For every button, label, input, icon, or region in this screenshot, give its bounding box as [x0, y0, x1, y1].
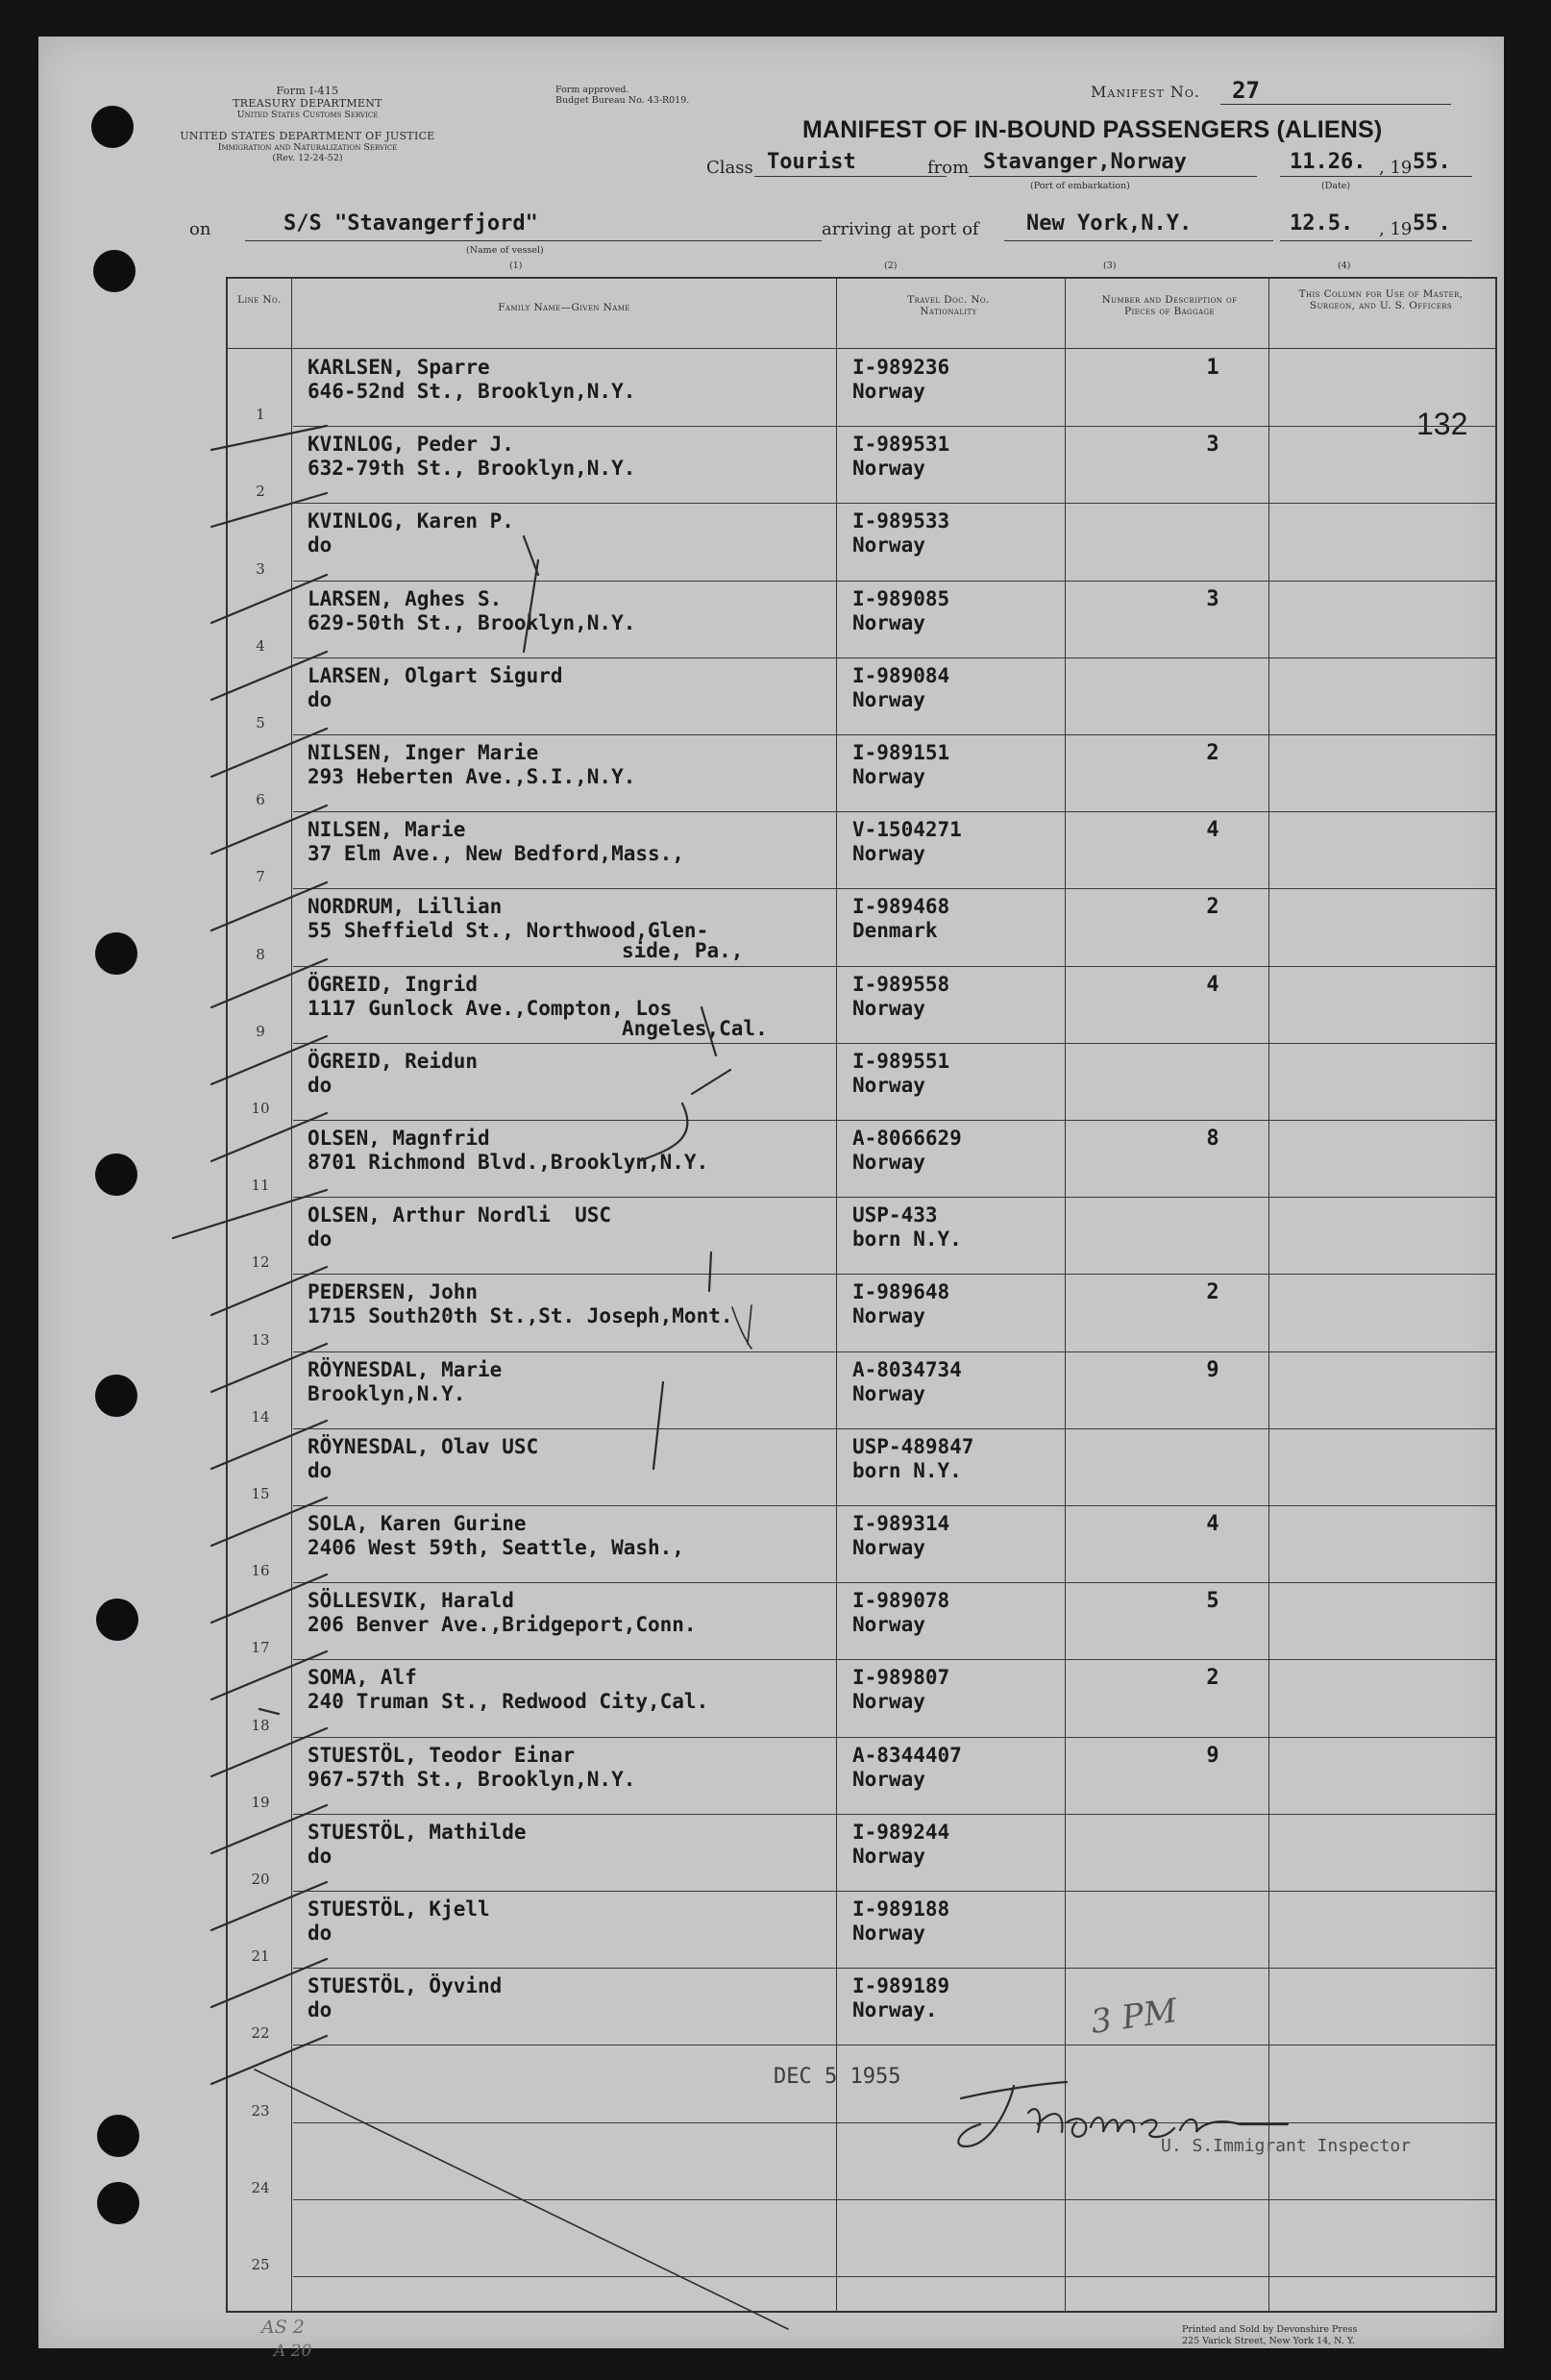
- travel-doc-number: USP-489847: [852, 1434, 974, 1458]
- line-number: 8: [256, 945, 265, 963]
- passenger-name: LARSEN, Aghes S.: [308, 586, 503, 610]
- line-number: 23: [251, 2101, 270, 2120]
- arrival-year: 55.: [1413, 211, 1451, 236]
- nationality: Norway: [852, 1073, 925, 1097]
- passenger-name: RÖYNESDAL, Olav USC: [308, 1434, 539, 1458]
- line-number: 7: [256, 868, 265, 886]
- time-note: 3 PM: [1088, 1991, 1180, 2043]
- travel-doc-number: I-989189: [852, 1974, 950, 1998]
- line-number: 6: [256, 791, 265, 809]
- embarkation-date: 11.26.: [1290, 150, 1366, 174]
- passenger-address: do: [308, 1073, 332, 1097]
- header-officers: This Column for Use of Master, Surgeon, and U. S. Officers: [1298, 288, 1464, 311]
- line-number: 1: [256, 406, 265, 424]
- arriving-label: arriving at port of: [822, 219, 979, 239]
- arrival-port: New York,N.Y.: [1026, 211, 1193, 236]
- embarkation-year: 55.: [1413, 150, 1451, 174]
- baggage-count: 2: [1206, 1666, 1219, 1691]
- travel-doc-number: I-989531: [852, 433, 950, 457]
- passenger-address: do: [308, 1227, 332, 1252]
- passenger-name: NILSEN, Inger Marie: [308, 741, 539, 764]
- nationality: Norway.: [852, 1998, 938, 2022]
- passenger-address: 293 Heberten Ave.,S.I.,N.Y.: [308, 765, 636, 788]
- nationality: Norway: [852, 533, 925, 558]
- passenger-address: 55 Sheffield St., Northwood,Glen-: [308, 919, 709, 943]
- passenger-address: do: [308, 687, 332, 711]
- line-number: 19: [251, 1793, 270, 1811]
- passenger-name: ÖGREID, Reidun: [308, 1049, 479, 1073]
- passenger-address: do: [308, 1921, 332, 1945]
- line-number: 2: [256, 483, 265, 501]
- travel-doc-number: I-989533: [852, 509, 950, 533]
- passenger-name: SOLA, Karen Gurine: [308, 1512, 527, 1535]
- baggage-count: 2: [1206, 895, 1219, 920]
- travel-doc-number: I-989236: [852, 356, 950, 379]
- travel-doc-number: I-989078: [852, 1589, 950, 1613]
- baggage-count: 3: [1206, 586, 1219, 611]
- nationality: born N.Y.: [852, 1227, 962, 1252]
- passenger-name: NILSEN, Marie: [308, 818, 466, 842]
- arrival-date: 12.5.: [1290, 211, 1354, 236]
- travel-doc-number: I-989558: [852, 972, 950, 996]
- nationality: Norway: [852, 1613, 925, 1637]
- travel-doc-number: I-989807: [852, 1666, 950, 1690]
- vessel-caption: (Name of vessel): [466, 245, 544, 256]
- nationality: Norway: [852, 610, 925, 634]
- passenger-address: 632-79th St., Brooklyn,N.Y.: [308, 457, 636, 481]
- line-number: 3: [256, 559, 265, 578]
- passenger-address: 967-57th St., Brooklyn,N.Y.: [308, 1767, 636, 1791]
- arrival-year-prefix: , 19: [1379, 219, 1413, 239]
- line-number: 18: [251, 1716, 270, 1734]
- passenger-name: PEDERSEN, John: [308, 1280, 479, 1304]
- col-ref-1: (1): [509, 260, 523, 271]
- travel-doc-number: I-989084: [852, 663, 950, 687]
- embarkation-port: Stavanger,Norway: [983, 150, 1187, 174]
- passenger-name: SÖLLESVIK, Harald: [308, 1589, 514, 1613]
- baggage-count: 3: [1206, 433, 1219, 458]
- travel-doc-number: V-1504271: [852, 818, 962, 842]
- tick-marks: [38, 37, 1504, 2348]
- from-label: from: [927, 158, 970, 178]
- nationality: Norway: [852, 1767, 925, 1791]
- line-number: 9: [256, 1022, 265, 1040]
- passenger-address: 206 Benver Ave.,Bridgeport,Conn.: [308, 1613, 697, 1637]
- passenger-name: LARSEN, Olgart Sigurd: [308, 663, 563, 687]
- baggage-count: 9: [1206, 1357, 1219, 1382]
- passenger-address: 646-52nd St., Brooklyn,N.Y.: [308, 380, 636, 403]
- passenger-address: 1715 South20th St.,St. Joseph,Mont.: [308, 1304, 733, 1328]
- margin-note-1: AS 2: [261, 2317, 305, 2338]
- line-number: 4: [256, 636, 265, 655]
- officer-note: 132: [1416, 407, 1468, 441]
- line-number: 15: [251, 1484, 270, 1502]
- travel-doc-number: I-989085: [852, 586, 950, 610]
- customs-service: United States Customs Service: [236, 110, 379, 120]
- col-ref-2: (2): [884, 260, 898, 271]
- form-approved: Form approved.: [555, 85, 629, 95]
- manifest-page: [38, 37, 1504, 2361]
- baggage-count: 2: [1206, 741, 1219, 765]
- travel-doc-number: I-989648: [852, 1280, 950, 1304]
- passenger-name: STUESTÖL, Teodor Einar: [308, 1743, 576, 1767]
- passenger-address: do: [308, 1458, 332, 1482]
- budget-bureau: Budget Bureau No. 43-R019.: [555, 95, 690, 106]
- passenger-name: KVINLOG, Karen P.: [308, 509, 514, 533]
- nationality: Denmark: [852, 919, 938, 943]
- passenger-name: KARLSEN, Sparre: [308, 356, 490, 379]
- line-number: 12: [251, 1253, 270, 1272]
- line-number: 11: [251, 1177, 270, 1195]
- passenger-name: STUESTÖL, Öyvind: [308, 1974, 503, 1998]
- line-number: 13: [251, 1330, 270, 1349]
- passenger-name: OLSEN, Magnfrid: [308, 1127, 490, 1150]
- year-prefix: , 19: [1379, 158, 1413, 178]
- nationality: born N.Y.: [852, 1458, 962, 1482]
- passenger-name: STUESTÖL, Mathilde: [308, 1820, 527, 1844]
- passenger-name: RÖYNESDAL, Marie: [308, 1357, 503, 1381]
- baggage-count: 2: [1206, 1280, 1219, 1305]
- col-ref-3: (3): [1103, 260, 1117, 271]
- passenger-name: KVINLOG, Peder J.: [308, 433, 514, 457]
- form-number: Form I-415: [276, 85, 339, 97]
- printer-line-2: 225 Varick Street, New York 14, N. Y.: [1182, 2336, 1355, 2346]
- nationality: Norway: [852, 1536, 925, 1559]
- passenger-address: do: [308, 1844, 332, 1868]
- date-stamp: DEC 5 1955: [774, 2065, 901, 2089]
- travel-doc-number: A-8344407: [852, 1743, 962, 1767]
- nationality: Norway: [852, 1690, 925, 1714]
- nationality: Norway: [852, 1844, 925, 1868]
- passenger-address: do: [308, 1998, 332, 2022]
- passenger-address: 240 Truman St., Redwood City,Cal.: [308, 1690, 709, 1714]
- nationality: Norway: [852, 1304, 925, 1328]
- line-number: 25: [251, 2255, 270, 2273]
- on-label: on: [189, 219, 211, 239]
- travel-doc-number: A-8034734: [852, 1357, 962, 1381]
- manifest-title: MANIFEST OF IN-BOUND PASSENGERS (ALIENS): [802, 116, 1383, 143]
- line-number: 10: [251, 1099, 270, 1117]
- printer-line-1: Printed and Sold by Devonshire Press: [1182, 2324, 1358, 2335]
- baggage-count: 8: [1206, 1127, 1219, 1151]
- passenger-address: Brooklyn,N.Y.: [308, 1381, 466, 1405]
- manifest-number: 27: [1232, 77, 1260, 104]
- passenger-address: 37 Elm Ave., New Bedford,Mass.,: [308, 842, 684, 866]
- travel-doc-number: A-8066629: [852, 1127, 962, 1150]
- revision: (Rev. 12-24-52): [272, 153, 343, 163]
- nationality: Norway: [852, 380, 925, 403]
- nationality: Norway: [852, 765, 925, 788]
- line-number: 20: [251, 1870, 270, 1888]
- header-name: Family Name—Given Name: [498, 302, 630, 313]
- travel-doc-number: I-989188: [852, 1897, 950, 1921]
- nationality: Norway: [852, 996, 925, 1020]
- passenger-address: 629-50th St., Brooklyn,N.Y.: [308, 610, 636, 634]
- passenger-name: ÖGREID, Ingrid: [308, 972, 479, 996]
- passenger-name: NORDRUM, Lillian: [308, 895, 503, 919]
- class-label: Class: [706, 158, 753, 178]
- nationality: Norway: [852, 1921, 925, 1945]
- manifest-number-label: Manifest No.: [1091, 83, 1201, 101]
- header-doc: Travel Doc. No. Nationality: [907, 294, 990, 317]
- inspector-title: U. S.Immigrant Inspector: [1161, 2136, 1412, 2156]
- line-number: 5: [256, 713, 265, 731]
- nationality: Norway: [852, 687, 925, 711]
- port-caption: (Port of embarkation): [1030, 181, 1130, 191]
- passenger-name: SOMA, Alf: [308, 1666, 417, 1690]
- baggage-count: 1: [1206, 356, 1219, 380]
- passenger-address: 1117 Gunlock Ave.,Compton, Los: [308, 996, 673, 1020]
- margin-note-2: A 20: [274, 2342, 312, 2361]
- nationality: Norway: [852, 457, 925, 481]
- justice-dept: UNITED STATES DEPARTMENT OF JUSTICE: [180, 130, 435, 142]
- passenger-address-cont: Angeles,Cal.: [622, 1016, 768, 1040]
- line-number: 22: [251, 2024, 270, 2043]
- passenger-address: 2406 West 59th, Seattle, Wash.,: [308, 1536, 684, 1559]
- baggage-count: 9: [1206, 1743, 1219, 1768]
- class-value: Tourist: [767, 150, 856, 174]
- travel-doc-number: I-989468: [852, 895, 950, 919]
- baggage-count: 4: [1206, 972, 1219, 997]
- baggage-count: 5: [1206, 1589, 1219, 1614]
- baggage-count: 4: [1206, 818, 1219, 843]
- passenger-address-cont: side, Pa.,: [622, 939, 744, 963]
- line-number: 16: [251, 1562, 270, 1580]
- col-ref-4: (4): [1338, 260, 1351, 271]
- travel-doc-number: I-989314: [852, 1512, 950, 1535]
- passenger-address: do: [308, 533, 332, 558]
- line-number: 21: [251, 1947, 270, 1966]
- travel-doc-number: I-989244: [852, 1820, 950, 1844]
- date-caption: (Date): [1321, 181, 1351, 191]
- passenger-address: 8701 Richmond Blvd.,Brooklyn,N.Y.: [308, 1151, 709, 1174]
- vessel-name: S/S "Stavangerfjord": [283, 211, 538, 236]
- nationality: Norway: [852, 842, 925, 866]
- passenger-name: OLSEN, Arthur Nordli USC: [308, 1203, 612, 1227]
- nationality: Norway: [852, 1381, 925, 1405]
- line-number: 17: [251, 1639, 270, 1657]
- ins-service: Immigration and Naturalization Service: [217, 142, 398, 153]
- passenger-name: STUESTÖL, Kjell: [308, 1897, 490, 1921]
- header-baggage: Number and Description of Pieces of Baggage: [1101, 294, 1238, 317]
- baggage-count: 4: [1206, 1512, 1219, 1536]
- nationality: Norway: [852, 1151, 925, 1174]
- travel-doc-number: I-989551: [852, 1049, 950, 1073]
- treasury-dept: TREASURY DEPARTMENT: [233, 97, 382, 110]
- header-line-no: Line No.: [237, 294, 282, 306]
- travel-doc-number: I-989151: [852, 741, 950, 764]
- line-number: 24: [251, 2178, 270, 2196]
- line-number: 14: [251, 1407, 270, 1426]
- travel-doc-number: USP-433: [852, 1203, 938, 1227]
